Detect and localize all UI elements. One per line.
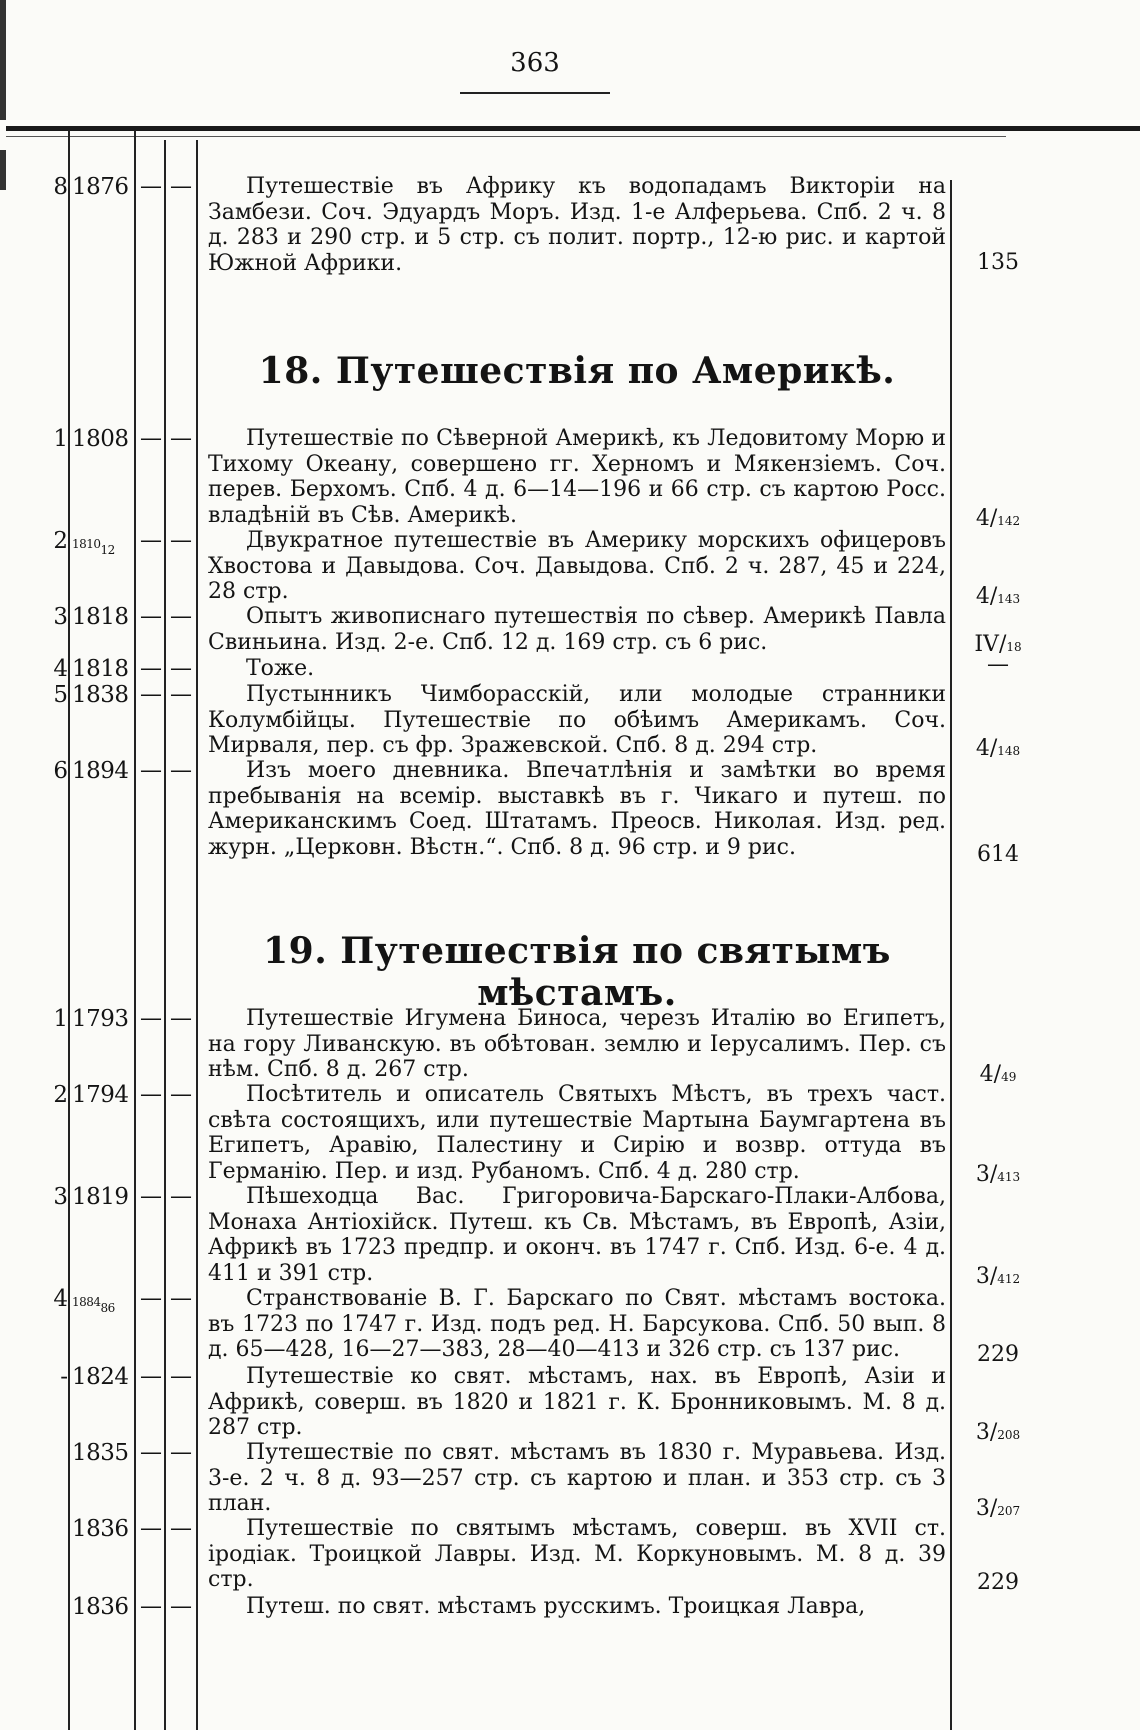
entry-text: Путешествіе въ Африку къ водопадамъ Викторіи на Замбези. Соч. Эдуардъ Моръ. Изд. 1-е Алферьева. Спб. 2 ч. 8 д. 283 и 290 стр. и 5 стр. съ полит. портр., 12-ю рис. и картой Южной Африки.	[208, 174, 946, 276]
entry-reference: —	[987, 652, 1009, 677]
entry-dash: —	[140, 758, 162, 783]
entry-year: $1884_{86}$	[72, 1295, 115, 1315]
header-rule	[6, 126, 1140, 131]
column-rule-text	[950, 180, 952, 1730]
entry-dash: —	[140, 656, 162, 681]
column-rule-year	[134, 130, 136, 1730]
entry-year: $1810_{12}$	[72, 537, 115, 557]
entry-dash: —	[170, 1082, 192, 1107]
entry-dash: —	[170, 528, 192, 553]
entry-reference: IV/18	[974, 632, 1022, 657]
entry-dash: —	[140, 682, 162, 707]
entry-dash: —	[170, 758, 192, 783]
entry-year: 1793	[72, 1006, 129, 1032]
entry-dash: —	[170, 1184, 192, 1209]
entry-year: 1819	[72, 1184, 129, 1210]
entry-text: Путеш. по свят. мѣстамъ русскимъ. Троицкая Лавра,	[246, 1594, 866, 1619]
entry-dash: —	[170, 1364, 192, 1389]
entry-text: Опытъ живописнаго путешествія по сѣвер. Америкѣ Павла Свиньина. Изд. 2-е. Спб. 12 д. 169 стр. съ 6 рис.	[208, 604, 946, 655]
entry-reference: 4/148	[975, 736, 1021, 761]
entry-dash: —	[140, 426, 162, 451]
entry-reference: 135	[977, 250, 1019, 275]
entry-number: 2	[53, 1082, 68, 1108]
entry-dash: —	[170, 1006, 192, 1031]
entry-reference: 3/412	[975, 1264, 1021, 1289]
entry-year: 1794	[72, 1082, 129, 1108]
entry-reference: 4/49	[979, 1062, 1017, 1087]
entry-text: Пѣшеходца Вас. Григоровича-Барскаго-Плаки-Албова, Монаха Антіохійск. Путеш. къ Св. Мѣстамъ, въ Европѣ, Азіи, Африкѣ въ 1723 предпр. и оконч. въ 1747 г. Спб. Изд. 6-е. 4 д. 411 и 391 стр.	[208, 1184, 946, 1286]
scan-edge-mark	[0, 150, 6, 190]
entry-number: 2	[53, 528, 68, 554]
entry-dash: —	[170, 1440, 192, 1465]
entry-dash: —	[140, 1184, 162, 1209]
entry-year: 1876	[72, 174, 129, 200]
entry-number: 1	[53, 1006, 68, 1032]
entry-reference: 614	[977, 842, 1019, 867]
column-rule-dash1	[164, 140, 166, 1730]
entry-dash: —	[170, 1594, 192, 1619]
entry-text: Тоже.	[246, 656, 315, 681]
entry-dash: —	[170, 426, 192, 451]
entry-number: 3	[53, 604, 68, 630]
entry-dash: —	[170, 656, 192, 681]
entry-dash: —	[170, 604, 192, 629]
entry-number: 5	[53, 682, 68, 708]
entry-reference: 3/413	[975, 1162, 1021, 1187]
entry-dash: —	[140, 1364, 162, 1389]
entry-year: 1836	[72, 1594, 129, 1620]
entry-year: 1835	[72, 1440, 129, 1466]
entry-number: 4	[53, 1286, 68, 1312]
column-rule-dash2	[196, 140, 198, 1730]
scan-edge-mark	[0, 0, 6, 120]
entry-year: 1838	[72, 682, 129, 708]
entry-reference: 3/207	[975, 1496, 1021, 1521]
entry-reference: 229	[977, 1342, 1019, 1367]
entry-text: Путешествіе по святымъ мѣстамъ, соверш. въ XVII ст. іродіак. Троицкой Лавры. Изд. М. Коркуновымъ. М. 8 д. 39 стр.	[208, 1516, 946, 1592]
entry-text: Путешествіе по свят. мѣстамъ въ 1830 г. Муравьева. Изд. 3-е. 2 ч. 8 д. 93—257 стр. съ картою и план. и 353 стр. съ 3 план.	[208, 1440, 946, 1516]
entry-year: 1836	[72, 1516, 129, 1542]
entry-reference: 3/208	[975, 1420, 1021, 1445]
entry-year: 1824	[72, 1364, 129, 1390]
entry-text: Изъ моего дневника. Впечатлѣнія и замѣтки во время пребыванія на всемір. выставкѣ въ г. Чикаго и путеш. по Американскимъ Соед. Штатамъ. Преосв. Николая. Изд. ред. журн. „Церковн. Вѣстн.“. Спб. 8 д. 96 стр. и 9 рис.	[208, 758, 946, 860]
entry-number: 6	[53, 758, 68, 784]
section-title-18: 18. Путешествія по Америкѣ.	[258, 350, 896, 392]
entry-text: Путешествіе по Сѣверной Америкѣ, къ Ледовитому Морю и Тихому Океану, совершено гг. Херномъ и Мякензіемъ. Соч. перев. Берхомъ. Спб. 4 д. 6—14—196 и 66 стр. съ картою Росс. владѣній въ Сѣв. Америкѣ.	[208, 426, 946, 528]
entry-dash: —	[140, 1286, 162, 1311]
entry-dash: —	[170, 1516, 192, 1541]
entry-reference: 229	[977, 1570, 1019, 1595]
entry-year: 1808	[72, 426, 129, 452]
entry-dash: —	[140, 528, 162, 553]
entry-dash: —	[140, 1516, 162, 1541]
entry-number: 8	[53, 174, 68, 200]
section-title-19: 19. Путешествія по святымъ мѣстамъ.	[263, 930, 891, 1014]
entry-number: -	[60, 1364, 68, 1390]
entry-number: 4	[53, 656, 68, 682]
entry-dash: —	[140, 174, 162, 199]
entry-dash: —	[140, 1440, 162, 1465]
entry-reference: 4/142	[975, 506, 1021, 531]
entry-text: Пустынникъ Чимборасскій, или молодые странники Колумбійцы. Путешествіе по обѣимъ Америкамъ. Соч. Мирваля, пер. съ фр. Зражевской. Спб. 8 д. 294 стр.	[208, 682, 946, 758]
entry-dash: —	[170, 682, 192, 707]
entry-text: Посѣтитель и описатель Святыхъ Мѣстъ, въ трехъ част. свѣта состоящихъ, или путешествіе Мартына Баумгартена въ Египетъ, Аравію, Палестину и Сирію и возвр. оттуда въ Германію. Пер. и изд. Рубаномъ. Спб. 4 д. 280 стр.	[208, 1082, 946, 1184]
entry-dash: —	[170, 1286, 192, 1311]
entry-text: Двукратное путешествіе въ Америку морскихъ офицеровъ Хвостова и Давыдова. Соч. Давыдова. Спб. 2 ч. 287, 45 и 224, 28 стр.	[208, 528, 946, 604]
page-number-rule	[460, 92, 610, 94]
entry-text: Странствованіе В. Г. Барскаго по Свят. мѣстамъ востока. въ 1723 по 1747 г. Изд. подъ ред. Н. Барсукова. Спб. 50 вып. 8 д. 65—428, 16—27—383, 28—40—413 и 326 стр. съ 137 рис.	[208, 1286, 946, 1362]
entry-reference: 4/143	[975, 584, 1021, 609]
entry-number: 1	[53, 426, 68, 452]
entry-number: 3	[53, 1184, 68, 1210]
header-rule-thin	[6, 136, 1006, 137]
entry-text: Путешествіе Игумена Биноса, черезъ Италію во Египетъ, на гору Ливанскую. въ обѣтован. землю и Іерусалимъ. Пер. съ нѣм. Спб. 8 д. 267 стр.	[208, 1006, 946, 1082]
entry-dash: —	[140, 1082, 162, 1107]
entry-year: 1894	[72, 758, 129, 784]
entry-dash: —	[170, 174, 192, 199]
entry-text: Путешествіе ко свят. мѣстамъ, нах. въ Европѣ, Азіи и Африкѣ, соверш. въ 1820 и 1821 г. К. Бронниковымъ. М. 8 д. 287 стр.	[208, 1364, 946, 1440]
entry-year: 1818	[72, 604, 129, 630]
entry-dash: —	[140, 1594, 162, 1619]
page-number: 363	[510, 48, 560, 78]
column-rule-number	[68, 130, 70, 1730]
entry-dash: —	[140, 1006, 162, 1031]
entry-year: 1818	[72, 656, 129, 682]
entry-dash: —	[140, 604, 162, 629]
